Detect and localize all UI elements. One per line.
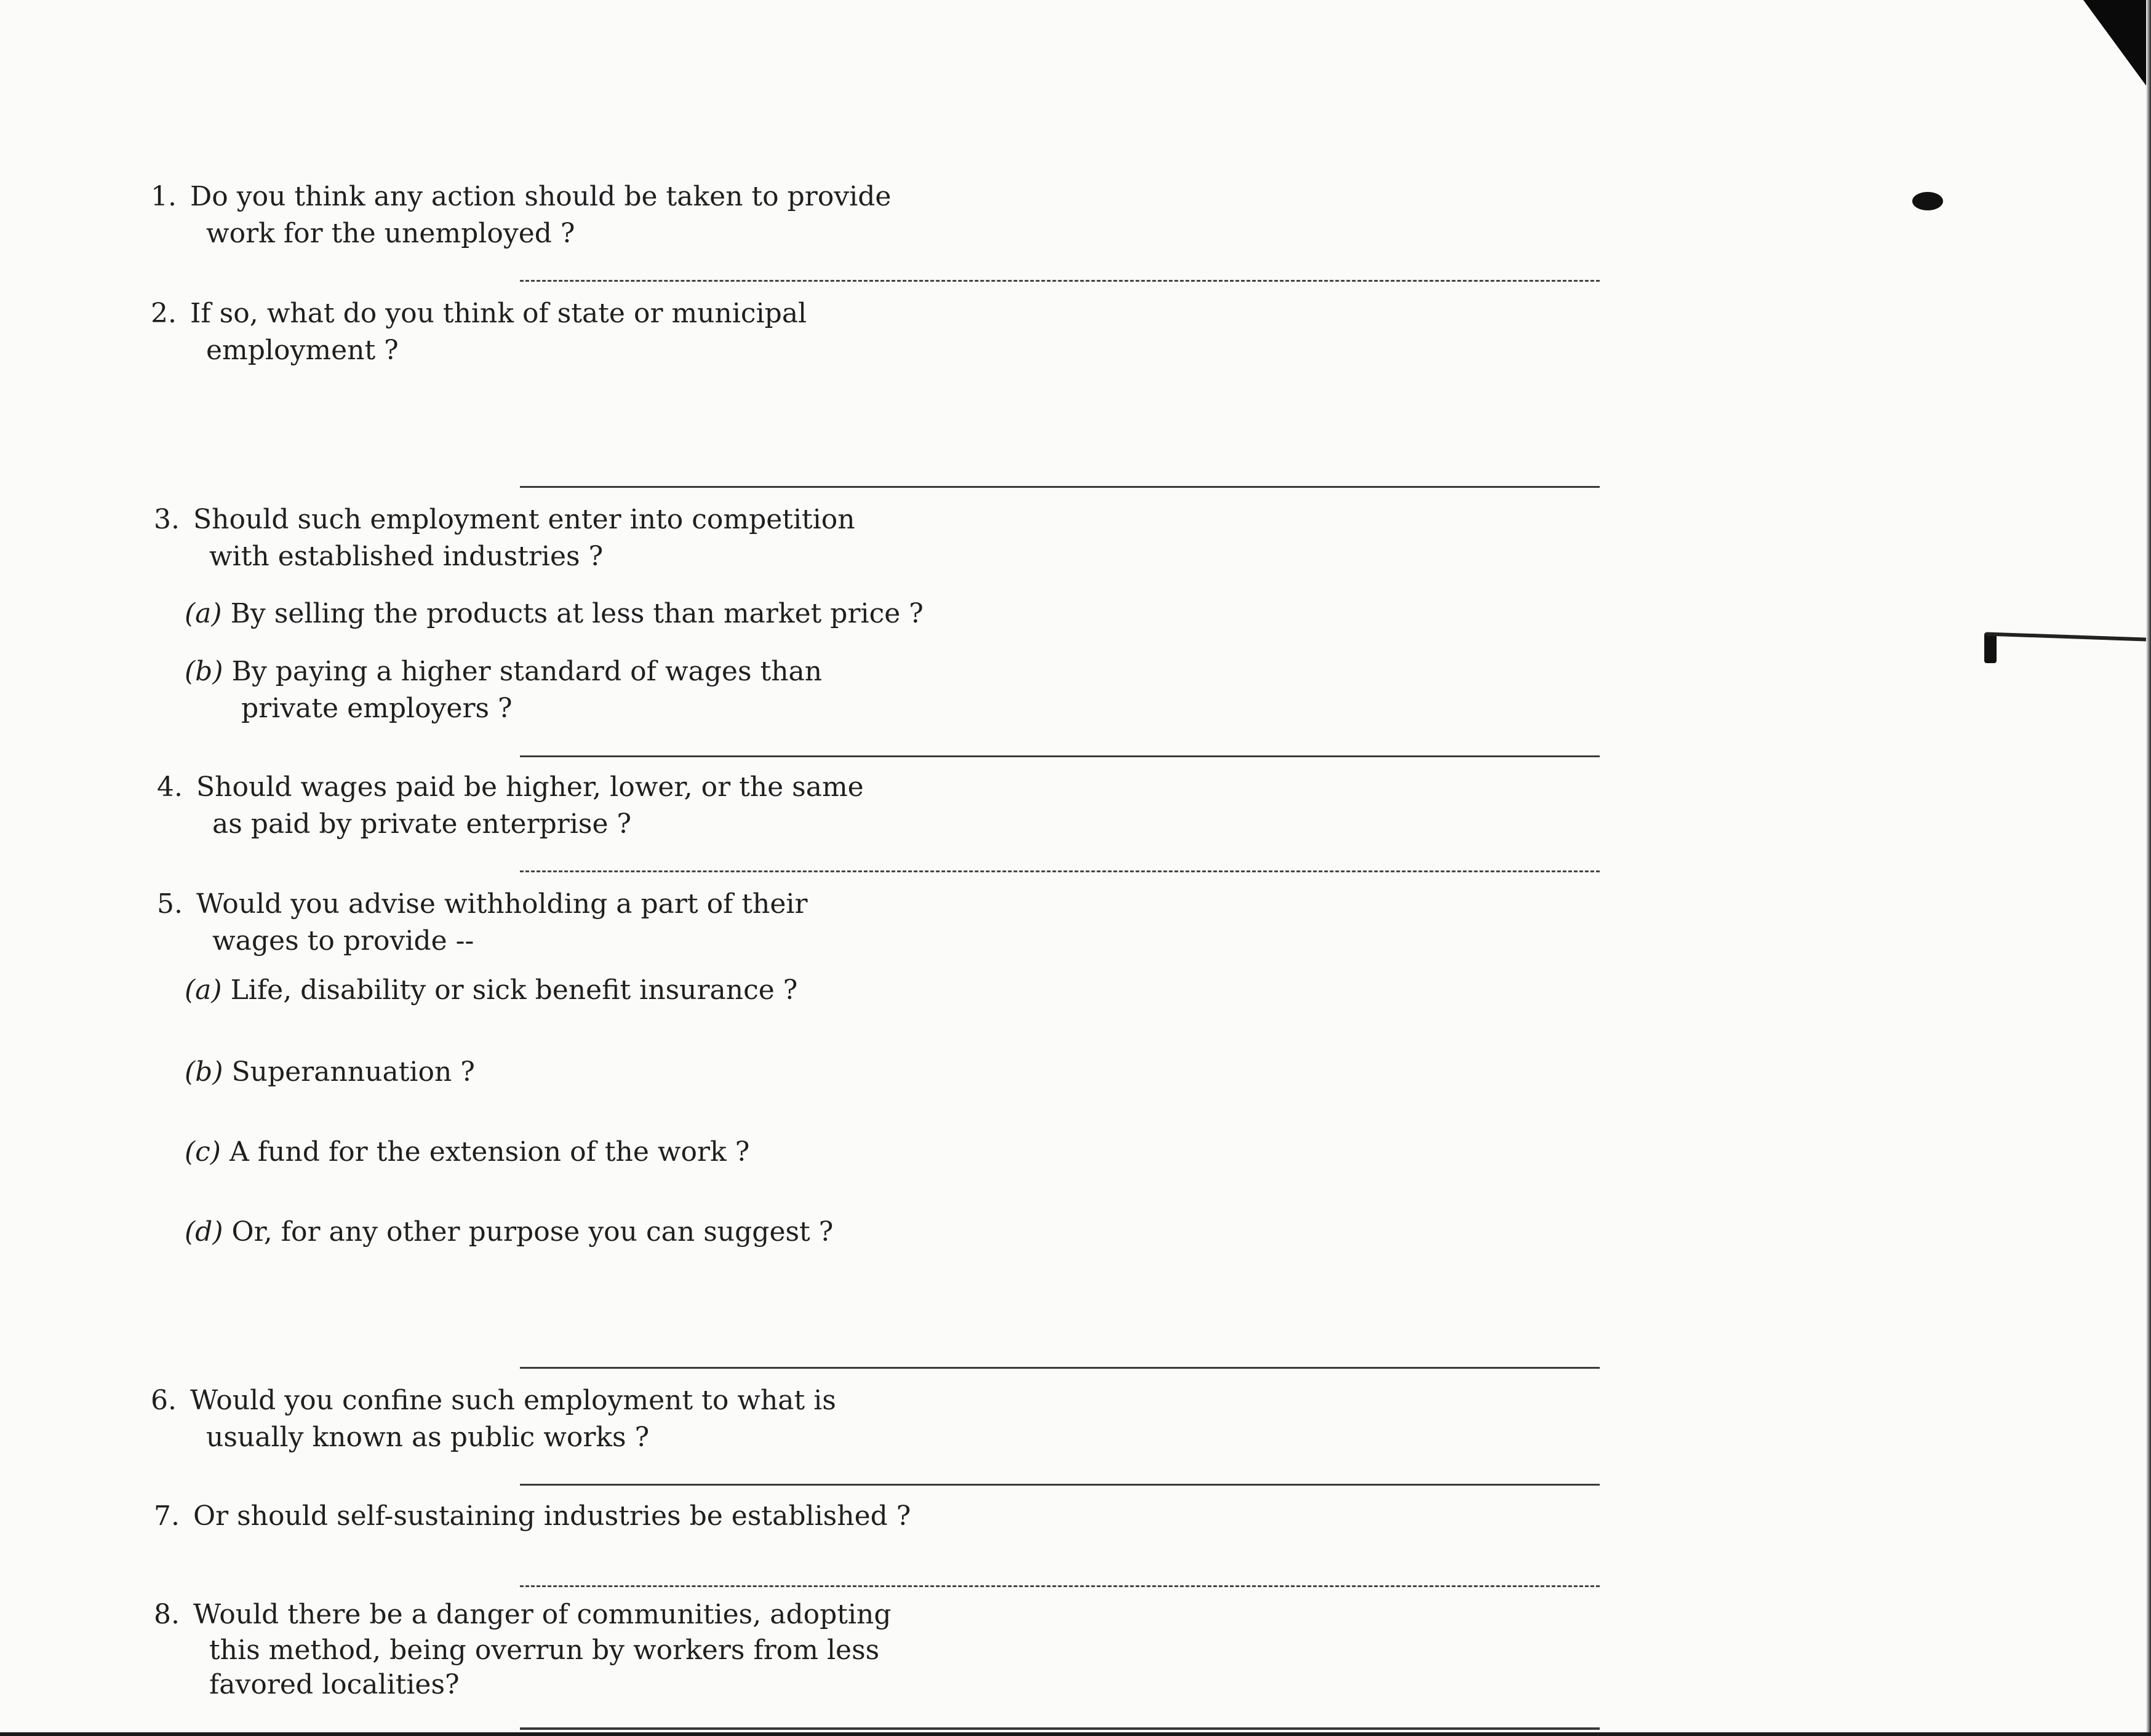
question-text: Would you confine such employment to what is	[190, 1385, 836, 1416]
sub-text: By selling the products at less than market price ?	[230, 598, 924, 629]
question-text: Would you advise withholding a part of their	[196, 888, 808, 920]
question-7	[154, 1498, 911, 1535]
question-text: Should such employment enter into competition	[193, 504, 855, 535]
sub-text-continued: private employers ?	[241, 693, 513, 724]
answer-line-2[interactable]	[520, 486, 1600, 488]
question-3	[154, 501, 855, 575]
question-6	[151, 1382, 840, 1456]
question-number: 6.	[151, 1385, 177, 1416]
sub-text: Or, for any other purpose you can suggest ?	[231, 1216, 834, 1248]
sub-label: (a)	[185, 974, 222, 1006]
question-2	[151, 295, 840, 369]
question-4	[157, 769, 864, 843]
question-3-sub-a	[185, 595, 924, 632]
question-text: If so, what do you think of state or municipal	[190, 298, 807, 329]
question-text-continued: usually known as public works ?	[206, 1422, 650, 1453]
question-text: Should wages paid be higher, lower, or the same	[196, 771, 864, 803]
answer-line-5[interactable]	[520, 1367, 1600, 1369]
question-8	[154, 1596, 892, 1702]
question-text: Or should self-sustaining industries be established ?	[193, 1500, 911, 1532]
question-text-continued: with established industries ?	[209, 541, 604, 572]
sub-text: A fund for the extension of the work ?	[229, 1136, 750, 1168]
question-text-continued: this method, being overrun by workers from less	[209, 1634, 880, 1666]
question-text-continued: employment ?	[206, 335, 399, 366]
question-3-sub-b	[185, 653, 822, 727]
answer-line-4[interactable]	[520, 870, 1600, 872]
question-number: 1.	[151, 181, 177, 212]
question-5-sub-d	[185, 1214, 833, 1251]
question-1	[151, 178, 892, 252]
torn-corner	[2083, 0, 2151, 92]
answer-line-8[interactable]	[520, 1727, 1600, 1730]
question-5-sub-c	[185, 1134, 749, 1171]
question-number: 7.	[154, 1500, 180, 1532]
question-text: Do you think any action should be taken to provide	[190, 181, 892, 212]
question-number: 4.	[157, 771, 183, 803]
page-bottom-edge	[0, 1732, 2151, 1736]
ink-blot	[1912, 192, 1943, 210]
tear-line	[1986, 632, 2146, 641]
question-text: Would there be a danger of communities, adopting	[193, 1599, 892, 1630]
sub-label: (d)	[185, 1216, 223, 1248]
question-5-sub-a	[185, 972, 797, 1009]
sub-label: (b)	[185, 1056, 223, 1088]
question-number: 8.	[154, 1599, 180, 1630]
sub-text: Superannuation ?	[231, 1056, 475, 1088]
sub-label: (c)	[185, 1136, 221, 1168]
tear-mark	[1984, 632, 1997, 663]
sub-label: (a)	[185, 598, 222, 629]
question-text-continued: favored localities?	[209, 1669, 460, 1700]
answer-line-1[interactable]	[520, 280, 1600, 282]
question-text-continued: wages to provide --	[212, 925, 474, 957]
answer-line-7[interactable]	[520, 1585, 1600, 1587]
sub-text: Life, disability or sick benefit insurance ?	[230, 974, 798, 1006]
question-text-continued: as paid by private enterprise ?	[212, 808, 632, 840]
question-text-continued: work for the unemployed ?	[206, 218, 575, 249]
answer-line-3[interactable]	[520, 755, 1600, 757]
question-5	[157, 886, 846, 960]
sub-label: (b)	[185, 656, 223, 687]
question-number: 2.	[151, 298, 177, 329]
sub-text: By paying a higher standard of wages than	[231, 656, 823, 687]
answer-line-6[interactable]	[520, 1484, 1600, 1486]
question-5-sub-b	[185, 1054, 475, 1091]
question-number: 5.	[157, 888, 183, 920]
page-edge-shadow	[2146, 0, 2151, 1736]
question-number: 3.	[154, 504, 180, 535]
